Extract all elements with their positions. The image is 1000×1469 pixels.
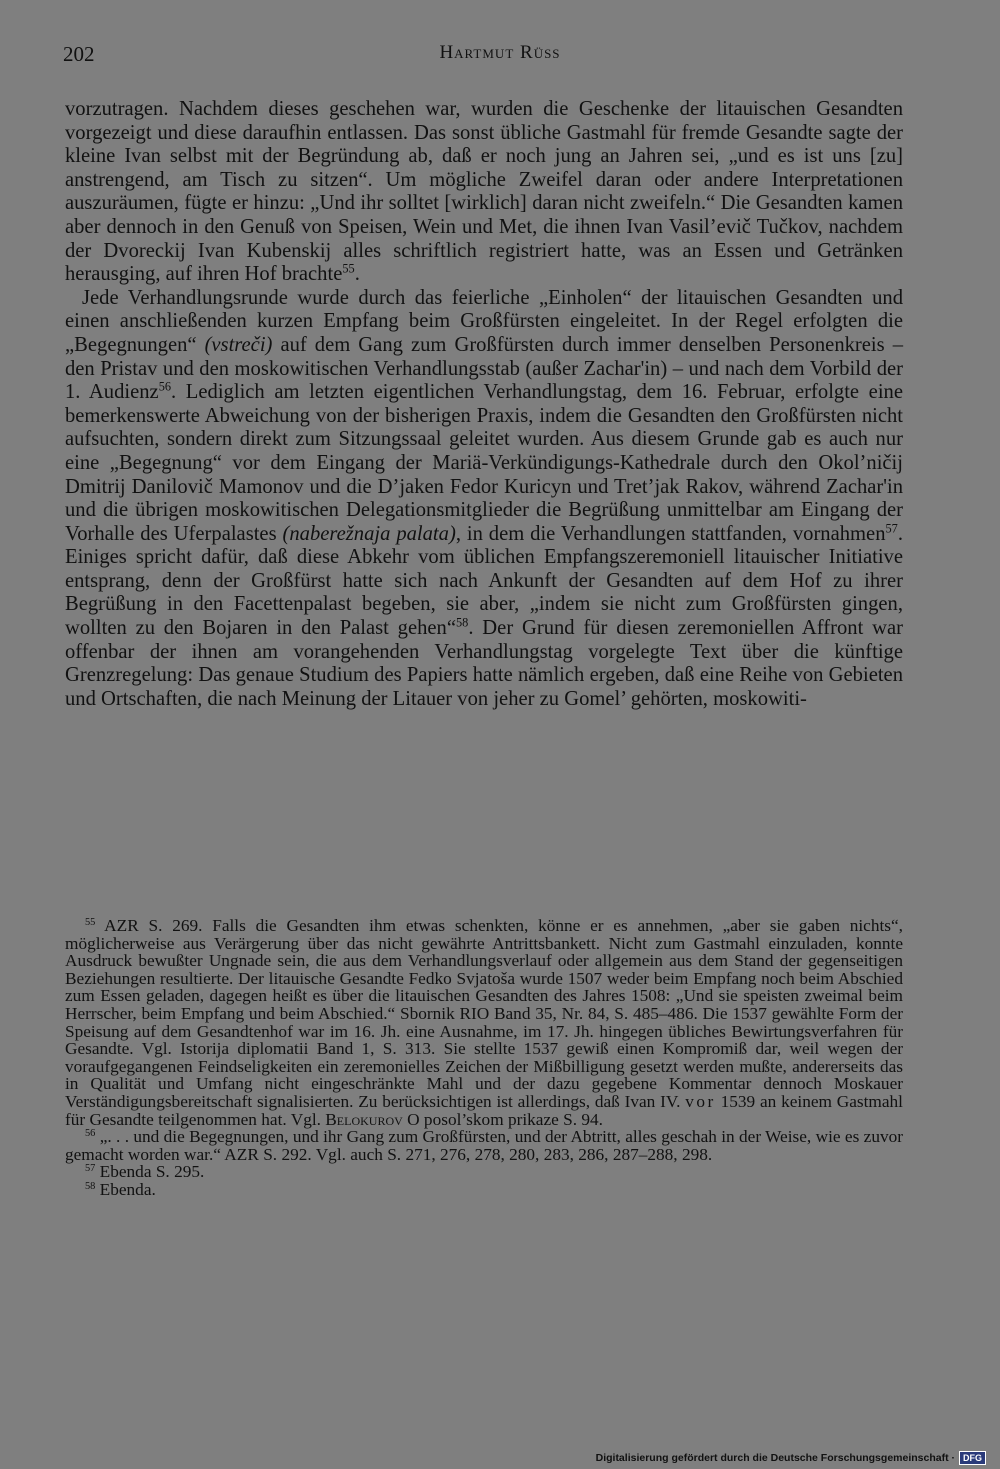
footnote-number: 55 [85,916,96,928]
italic-term: (naberežnaja palata) [282,522,456,545]
footnote-number: 57 [85,1163,96,1175]
paragraph-1 [65,98,903,287]
footnote-ref[interactable]: 57 [885,521,898,536]
text-span: . Lediglich am letzten eigentlichen Verhandlungstag, dem 16. Februar, erfolgte eine bemerkenswerte Abweichung von der bisherigen Praxis, indem die Gesandten den Großfürsten nicht aufsuchten, sondern direkt zum Sitzungssaal geleitet wurden. Aus diesem Grunde gab es auch nur eine „Begegnung“ vor dem Eingang der Mariä-Verkündigungs-Kathedrale durch den Okol’ničij Dmitrij Danilovič Mamonov und die D’jaken Fedor Kuricyn und Tret’jak Rakov, während Zachar'in und die übrigen moskowitischen Delegationsmitglieder die Begrüßung unmittelbar am Eingang der Vorhalle des Uferpalastes [65,381,903,545]
text-span: O posol’skom prikaze S. 94. [402,1109,603,1129]
footnote-55 [65,917,903,1128]
spaced-text: vor [685,1091,716,1111]
text-span: vorzutragen. Nachdem dieses geschehen war, wurden die Geschenke der litauischen Gesandten vorgezeigt und diese daraufhin entlassen. Das sonst übliche Gastmahl für fremde Gesandte sagte der kleine Ivan selbst mit der Begründung ab, daß er noch jung an Jahren sei, „und es ist uns [zu] anstrengend, am Tisch zu sitzen“. Um mögliche Zweifel daran oder andere Interpretationen auszuräumen, fügte er hinzu: „Und ihr solltet [wirklich] daran nicht zweifeln.“ Die Gesandten kamen aber dennoch in den Genuß von Speisen, Wein und Met, die ihnen Ivan Vasil’evič Tučkov, nachdem der Dvoreckij Ivan Kubenskij alles schriftlich registriert hatte, was an Essen und Getränken herausging, auf ihren Hof brachte [65,98,903,286]
text-span: AZR S. 269. Falls die Gesandten ihm etwas schenkten, könne er es annehmen, „aber sie gaben nichts“, möglicherweise aus Verärgerung über das nicht gewährte Antrittsbankett. Nicht zum Gastmahl einzuladen, konnte Ausdruck bewußter Ungnade sein, die aus dem Verhandlungsverlauf oder allgemein aus dem Stand der gegenseitigen Beziehungen resultierte. Der litauische Gesandte Fedko Svjatoša wurde 1507 weder beim Empfang noch beim Abschied zum Essen geladen, dagegen heißt es über die litauischen Gesandten des Jahres 1508: „Und sie speisten zweimal beim Herrscher, beim Empfang und beim Abschied.“ Sbornik RIO Band 35, Nr. 84, S. 485–486. Die 1537 gewählte Form der Speisung auf dem Gesandtenhof war im 16. Jh. eine Ausnahme, im 17. Jh. hingegen übliches Bewirtungsverfahren für Gesandte. Vgl. Istorija diplomatii Band 1, S. 313. Sie stellte 1537 gewiß einen Kompromiß dar, weil wegen der voraufgegangenen Feindseligkeiten ein zeremonielles Zeichen der Mißbilligung gesetzt werden mußte, andererseits das in Qualität und Umfang nicht eingeschränkte Mahl und der dazu gegebene Kommentar dennoch Moskauer Verständigungsbereitschaft signalisierten. Zu berücksichtigen ist allerdings, daß Ivan IV. [65,916,903,1111]
footnote-number: 58 [85,1180,96,1192]
text-span: , in dem die Verhandlungen stattfanden, vornahmen [455,522,886,545]
text-span: auf dem Gang zum Großfürsten durch immer denselben Personenkreis – den Pristav und den moskowitischen Verhandlungsstab (außer Zachar'in) – und nach dem Vorbild der 1. Audienz [65,333,903,404]
text-span: . Einiges spricht dafür, daß diese Abkehr vom üblichen Empfangszeremoniell litauischer Initiative entsprang, denn der Großfürst hatte sich nach Ankunft der Gesandten auf dem Hof zu ihrer Begrüßung in den Facettenpalast begeben, sie aber, „indem sie nicht zum Großfürsten gingen, wollten zu den Bojaren in den Palast gehen“ [65,522,904,640]
footnote-58 [65,1181,903,1199]
paragraph-2 [65,287,903,712]
dfg-logo: DFG [959,1451,986,1465]
text-span: „. . . und die Begegnungen, und ihr Gang zum Großfürsten, und der Abtritt, alles geschah in der Weise, wie es zuvor gemacht worden war.“ AZR S. 292. Vgl. auch S. 271, 276, 278, 280, 283, 286, 287–288, 298. [65,1127,903,1164]
page-number: 202 [63,42,95,66]
footnote-57 [65,1163,903,1181]
author-name: Belokurov [325,1109,403,1129]
running-head: Hartmut Rüss [439,42,561,63]
text-span: 1539 an keinem Gastmahl für Gesandte teilgenommen hat. Vgl. [65,1091,903,1129]
footnote-ref[interactable]: 58 [456,615,469,630]
footnotes [65,917,903,1199]
text-span: Ebenda. [95,1179,156,1199]
text-span: . [354,263,360,286]
italic-term: (vstreči) [204,333,273,356]
footnote-56 [65,1128,903,1163]
main-text [65,98,903,711]
footer-bar [0,1447,1000,1469]
footnote-number: 56 [85,1127,96,1139]
digitization-credit: Digitalisierung gefördert durch die Deutsche Forschungsgemeinschaft · [595,1452,955,1464]
text-span: Ebenda S. 295. [95,1162,205,1182]
footnote-ref[interactable]: 55 [342,261,355,276]
text-span: Jede Verhandlungsrunde wurde durch das feierliche „Einholen“ der litauischen Gesandten und einen anschließenden kurzen Empfang beim Großfürsten eingeleitet. In der Regel erfolgten die „Begegnungen“ [65,286,903,356]
footnote-ref[interactable]: 56 [158,379,172,394]
text-span: . Der Grund für diesen zeremoniellen Affront war offenbar der ihnen am vorangehenden Verhandlungstag vorgelegte Text über die künftige Grenzregelung: Das genaue Studium des Papiers hatte nämlich ergeben, daß eine Reihe von Gebieten und Ortschaften, die nach Meinung der Litauer von jeher zu Gomel’ gehörten, moskowiti- [65,617,903,710]
